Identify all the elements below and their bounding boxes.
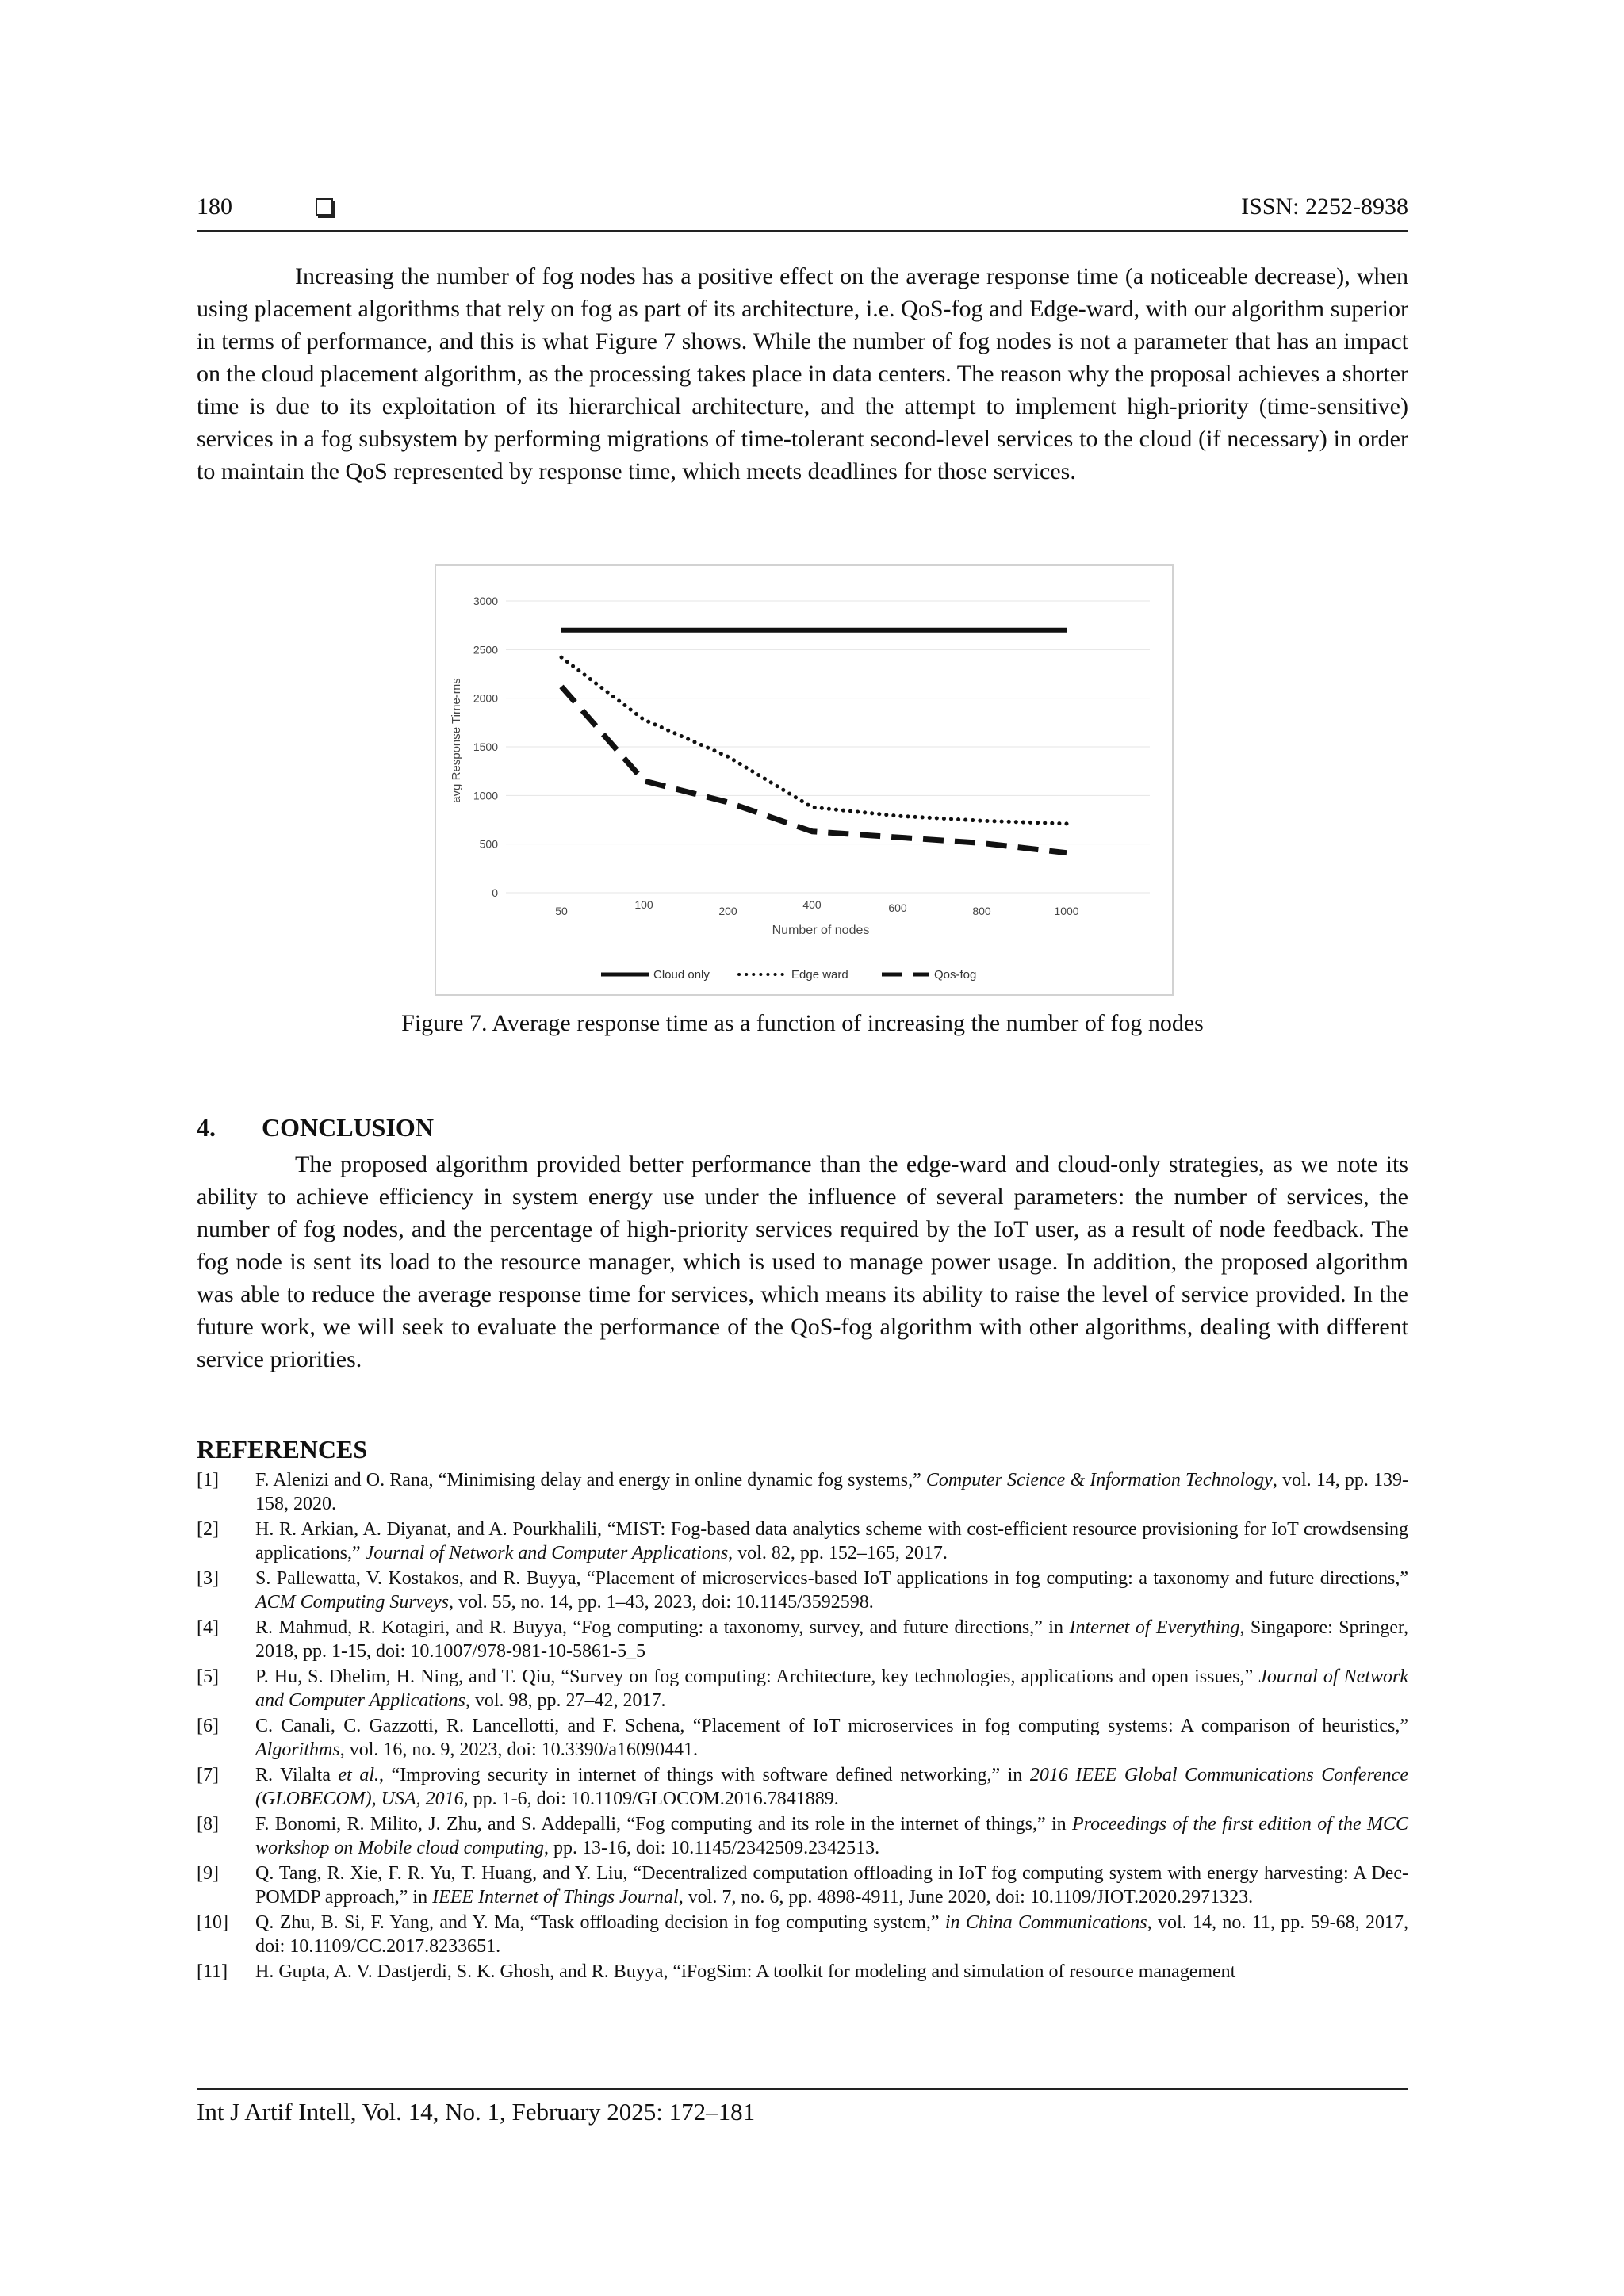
reference-text: ACM Computing Surveys bbox=[255, 1592, 449, 1613]
x-tick-label: 100 bbox=[634, 898, 653, 911]
y-tick-label: 2000 bbox=[473, 691, 498, 705]
y-tick-label: 0 bbox=[492, 886, 498, 899]
reference-text: F. Bonomi, R. Milito, J. Zhu, and S. Addepalli, “Fog computing and its role in the internet of things,” in bbox=[255, 1814, 1073, 1835]
reference-text: S. Pallewatta, V. Kostakos, and R. Buyya, “Placement of microservices-based IoT applications in fog computing: a taxonomy and future directions,” bbox=[255, 1568, 1408, 1589]
x-axis-label: Number of nodes bbox=[772, 924, 870, 937]
section-number: 4. bbox=[197, 1113, 216, 1142]
issn: ISSN: 2252-8938 bbox=[1241, 193, 1408, 220]
series-line-edge-ward bbox=[561, 657, 1067, 824]
reference-text: , vol. 82, pp. 152–165, 2017. bbox=[728, 1543, 948, 1563]
reference-text: Proceedings of the first edition of the MCC workshop on Mobile cloud computing bbox=[255, 1814, 1408, 1858]
reference-number: [7] bbox=[197, 1765, 219, 1785]
reference-text: H. R. Arkian, A. Diyanat, and A. Pourkhalili, “MIST: Fog-based data analytics scheme with cost-efficient resource provisioning for IoT crowdsensing applications,” bbox=[255, 1519, 1408, 1563]
y-tick-label: 500 bbox=[479, 837, 498, 851]
x-tick-label: 1000 bbox=[1054, 905, 1079, 917]
reference-item bbox=[197, 1960, 1408, 1984]
reference-text: , pp. 13-16, doi: 10.1145/2342509.2342513. bbox=[543, 1838, 880, 1858]
reference-number: [11] bbox=[197, 1961, 228, 1982]
reference-number: [10] bbox=[197, 1912, 228, 1933]
y-tick-label: 3000 bbox=[473, 595, 498, 607]
reference-text: , vol. 98, pp. 27–42, 2017. bbox=[465, 1690, 666, 1711]
reference-text: , vol. 16, no. 9, 2023, doi: 10.3390/a16090441. bbox=[339, 1739, 699, 1760]
reference-text: , “Improving security in internet of things with software defined networking,” in bbox=[379, 1765, 1030, 1785]
page-footer: Int J Artif Intell, Vol. 14, No. 1, February 2025: 172–181 bbox=[197, 2088, 1408, 2126]
reference-text: et al. bbox=[338, 1765, 380, 1785]
figure-caption: Figure 7. Average response time as a function of increasing the number of fog nodes bbox=[401, 1010, 1204, 1036]
y-tick-label: 1500 bbox=[473, 740, 498, 753]
reference-text: Q. Tang, R. Xie, F. R. Yu, T. Huang, and Y. Liu, “Decentralized computation offloading in IoT fog computing system with energy harvesting: A Dec-POMDP approach,” in bbox=[255, 1863, 1408, 1908]
x-axis-ticks bbox=[555, 898, 1079, 917]
reference-text: R. Mahmud, R. Kotagiri, and R. Buyya, “Fog computing: a taxonomy, survey, and future directions,” in bbox=[255, 1617, 1070, 1638]
reference-item bbox=[197, 1911, 1408, 1958]
y-axis-ticks bbox=[473, 595, 498, 899]
reference-text: Computer Science & Information Technology bbox=[925, 1470, 1273, 1490]
reference-item bbox=[197, 1862, 1408, 1909]
legend-label: Qos-fog bbox=[934, 968, 977, 982]
reference-item bbox=[197, 1665, 1408, 1712]
reference-text: H. Gupta, A. V. Dastjerdi, S. K. Ghosh, and R. Buyya, “iFogSim: A toolkit for modeling and simulation of resource management bbox=[255, 1961, 1236, 1982]
reference-item bbox=[197, 1763, 1408, 1811]
reference-number: [9] bbox=[197, 1863, 219, 1884]
y-axis-label: avg Response Time-ms bbox=[450, 678, 463, 803]
series-line-qos-fog bbox=[561, 687, 1067, 853]
chart-series bbox=[561, 630, 1067, 853]
reference-text: , vol. 7, no. 6, pp. 4898-4911, June 2020, doi: 10.1109/JIOT.2020.2971323. bbox=[678, 1887, 1254, 1908]
reference-item bbox=[197, 1567, 1408, 1614]
reference-item bbox=[197, 1517, 1408, 1565]
reference-text: , pp. 1-6, doi: 10.1109/GLOCOM.2016.7841889. bbox=[463, 1789, 839, 1809]
figure-7 bbox=[435, 564, 1174, 996]
reference-text: , Singapore: Springer, 2018, pp. 1-15, doi: 10.1007/978-981-10-5861-5_5 bbox=[255, 1617, 1408, 1662]
response-time-chart bbox=[436, 566, 1172, 994]
reference-text: P. Hu, S. Dhelim, H. Ning, and T. Qiu, “Survey on fog computing: Architecture, key technologies, applications and open issues,” bbox=[255, 1667, 1259, 1687]
reference-item bbox=[197, 1812, 1408, 1860]
section-heading bbox=[197, 1113, 434, 1142]
reference-text: R. Vilalta bbox=[255, 1765, 339, 1785]
reference-text: IEEE Internet of Things Journal bbox=[432, 1887, 679, 1908]
reference-text: Algorithms bbox=[255, 1739, 340, 1760]
square-bullet-icon bbox=[316, 198, 333, 216]
references-heading: REFERENCES bbox=[197, 1435, 368, 1464]
x-tick-label: 800 bbox=[972, 905, 991, 917]
reference-item bbox=[197, 1468, 1408, 1516]
reference-number: [2] bbox=[197, 1519, 219, 1540]
reference-text: Journal of Network and Computer Applications bbox=[365, 1543, 729, 1563]
chart-legend bbox=[601, 968, 976, 982]
reference-number: [8] bbox=[197, 1814, 219, 1835]
reference-text: Q. Zhu, B. Si, F. Yang, and Y. Ma, “Task offloading decision in fog computing system,” bbox=[255, 1912, 945, 1933]
reference-item bbox=[197, 1714, 1408, 1762]
reference-text: Internet of Everything bbox=[1069, 1617, 1240, 1638]
paper-page bbox=[197, 0, 1408, 2296]
x-tick-label: 200 bbox=[718, 905, 737, 917]
reference-number: [1] bbox=[197, 1470, 219, 1490]
reference-text: in China Communications bbox=[944, 1912, 1147, 1933]
x-tick-label: 50 bbox=[555, 905, 568, 917]
legend-label: Cloud only bbox=[653, 968, 710, 982]
reference-text: , vol. 14, pp. 139-158, 2020. bbox=[255, 1470, 1408, 1514]
y-tick-label: 2500 bbox=[473, 643, 498, 656]
x-tick-label: 600 bbox=[888, 901, 907, 914]
reference-list bbox=[197, 1468, 1408, 1985]
reference-text: , vol. 14, no. 11, pp. 59-68, 2017, doi: 10.1109/CC.2017.8233651. bbox=[255, 1912, 1408, 1957]
reference-number: [4] bbox=[197, 1617, 219, 1638]
reference-text: C. Canali, C. Gazzotti, R. Lancellotti, and F. Schena, “Placement of IoT microservices in fog computing systems: A comparison of heuristics,” bbox=[255, 1716, 1408, 1736]
reference-number: [5] bbox=[197, 1667, 219, 1687]
reference-number: [6] bbox=[197, 1716, 219, 1736]
page-header bbox=[197, 193, 1408, 232]
section-title: CONCLUSION bbox=[262, 1113, 434, 1142]
page-number: 180 bbox=[197, 193, 232, 220]
paragraph-results: Increasing the number of fog nodes has a positive effect on the average response time (a noticeable decrease), when using placement algorithms that rely on fog as part of its architecture, i.e. QoS-fog and Edge-ward, with our algorithm superior in terms of performance, and this is what Figure 7 shows. While the number of fog nodes is not a parameter that has an impact on the cloud placement algorithm, as the processing takes place in data centers. The reason why the proposal achieves a shorter time is due to its exploitation of its hierarchical architecture, and the attempt to implement high-priority (time-sensitive) services in a fog subsystem by performing migrations of time-tolerant second-level services to the cloud (if necessary) in order to maintain the QoS represented by response time, which meets deadlines for those services. bbox=[197, 263, 1408, 484]
reference-text: F. Alenizi and O. Rana, “Minimising delay and energy in online dynamic fog systems,” bbox=[255, 1470, 926, 1490]
paragraph-conclusion: The proposed algorithm provided better performance than the edge-ward and cloud-only strategies, as we note its ability to achieve efficiency in system energy use under the influence of several parameters: the number of services, the number of fog nodes, and the percentage of high-priority services required by the IoT user, as a result of node feedback. The fog node is sent its load to the resource manager, which is used to manage power usage. In addition, the proposed algorithm was able to reduce the average response time for services, which means its ability to raise the level of service provided. In the future work, we will seek to evaluate the performance of the QoS-fog algorithm with other algorithms, dealing with different service priorities. bbox=[197, 1151, 1408, 1372]
legend-label: Edge ward bbox=[791, 968, 848, 982]
reference-item bbox=[197, 1616, 1408, 1663]
reference-text: Journal of Network and Computer Applications bbox=[255, 1667, 1409, 1711]
reference-text: 2016 IEEE Global Communications Conference (GLOBECOM), USA, 2016 bbox=[255, 1765, 1408, 1809]
reference-number: [3] bbox=[197, 1568, 219, 1589]
x-tick-label: 400 bbox=[802, 898, 822, 911]
y-tick-label: 1000 bbox=[473, 789, 498, 802]
reference-text: , vol. 55, no. 14, pp. 1–43, 2023, doi: 10.1145/3592598. bbox=[448, 1592, 874, 1613]
